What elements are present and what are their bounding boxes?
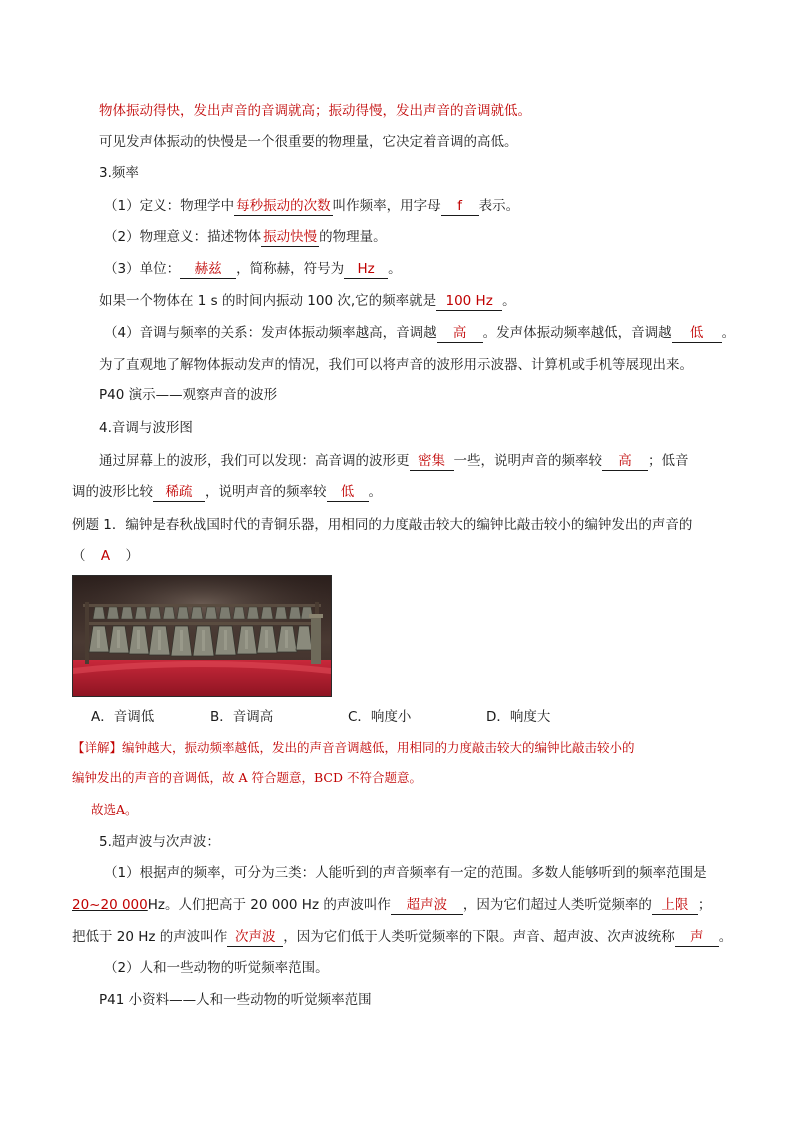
relation-line: （4）音调与频率的关系：发声体振动频率越高，音调越 高 。发声体振动频率越低，音调越 低 。 — [104, 325, 736, 341]
answer-blank: 每秒振动的次数 — [236, 198, 331, 214]
text-line: （1）根据声的频率，可分为三类：人能听到的声音频率有一定的范围。多数人能够听到的频率范围是 — [104, 865, 707, 881]
text-line: 为了直观地了解物体振动发声的情况，我们可以将声音的波形用示波器、计算机或手机等展现出来。 — [99, 357, 693, 373]
meaning-line: （2）物理意义：描述物体 振动快慢 的物理量。 — [104, 229, 387, 245]
section-heading: 3.频率 — [99, 165, 139, 181]
unit-line: （3）单位： 赫兹 ，简称赫，符号为 Hz 。 — [104, 261, 402, 277]
question-text: 例题 1．编钟是春秋战国时代的青铜乐器，用相同的力度敲击较大的编钟比敲击较小的编钟发出的声音的 — [72, 517, 693, 533]
waveform-line: 通过屏幕上的波形，我们可以发现：高音调的波形更 密集 一些，说明声音的频率较 高 ；低音 — [99, 453, 689, 469]
answer-blank: 次声波 — [227, 929, 283, 947]
explanation-line: 编钟发出的声音的音调低，故 A 符合题意，BCD 不符合题意。 — [72, 770, 422, 785]
option-d: D．响度大 — [486, 709, 551, 725]
answer-blank: 低 — [672, 325, 722, 343]
ultrasound-line: 20~20 000Hz。人们把高于 20 000 Hz 的声波叫作 超声波 ，因为它们超过人类听觉频率的 上限 ； — [72, 897, 712, 913]
answer-blank: 上限 — [652, 897, 698, 915]
answer-blank: 密集 — [410, 453, 454, 471]
answer-blank: 赫兹 — [180, 261, 236, 279]
text-line: 物体振动得快，发出声音的音调就高；振动得慢，发出声音的音调就低。 — [99, 103, 531, 119]
text-line: 可见发声体振动的快慢是一个很重要的物理量，它决定着音调的高低。 — [99, 134, 518, 150]
option-b: B．音调高 — [210, 709, 274, 725]
answer-blank: 高 — [437, 325, 483, 343]
answer-choice: A — [100, 548, 111, 564]
answer-blank: 低 — [327, 484, 369, 502]
answer-blank: 20~20 000 — [72, 897, 148, 913]
section-heading: 5.超声波与次声波： — [99, 834, 220, 850]
explanation-line: 【详解】编钟越大，振动频率越低，发出的声音音调越低，用相同的力度敲击较大的编钟比敲击较小的 — [72, 740, 635, 755]
answer-blank: 振动快慢 — [263, 229, 318, 245]
bianzhong-photo — [72, 575, 332, 697]
example-line: 如果一个物体在 1 s 的时间内振动 100 次,它的频率就是 100 Hz 。 — [99, 293, 516, 309]
answer-blank: Hz — [344, 261, 388, 279]
section-heading: 4.音调与波形图 — [99, 420, 193, 436]
question-answer: （ A ） — [72, 548, 139, 564]
answer-blank: 稀疏 — [153, 484, 205, 502]
answer-blank: 声 — [675, 929, 719, 947]
answer-blank: 高 — [602, 453, 648, 471]
answer-blank: 超声波 — [391, 897, 463, 915]
explanation-line: 故选A。 — [91, 802, 138, 817]
text-line: P41 小资料——人和一些动物的听觉频率范围 — [99, 992, 372, 1008]
infrasound-line: 把低于 20 Hz 的声波叫作 次声波 ，因为它们低于人类听觉频率的下限。声音、超声波、次声波统称 声 。 — [72, 929, 733, 945]
option-a: A．音调低 — [91, 709, 155, 725]
text-line: P40 演示——观察声音的波形 — [99, 387, 278, 403]
bianzhong-illustration — [73, 576, 331, 696]
answer-blank: f — [441, 198, 479, 216]
text-line: （2）人和一些动物的听觉频率范围。 — [104, 960, 329, 976]
waveform-line: 调的波形比较 稀疏 ，说明声音的频率较 低 。 — [72, 484, 382, 500]
definition-line: （1）定义：物理学中 每秒振动的次数 叫作频率，用字母 f 表示。 — [104, 198, 520, 214]
answer-blank: 100 Hz — [436, 293, 502, 311]
option-c: C．响度小 — [348, 709, 412, 725]
